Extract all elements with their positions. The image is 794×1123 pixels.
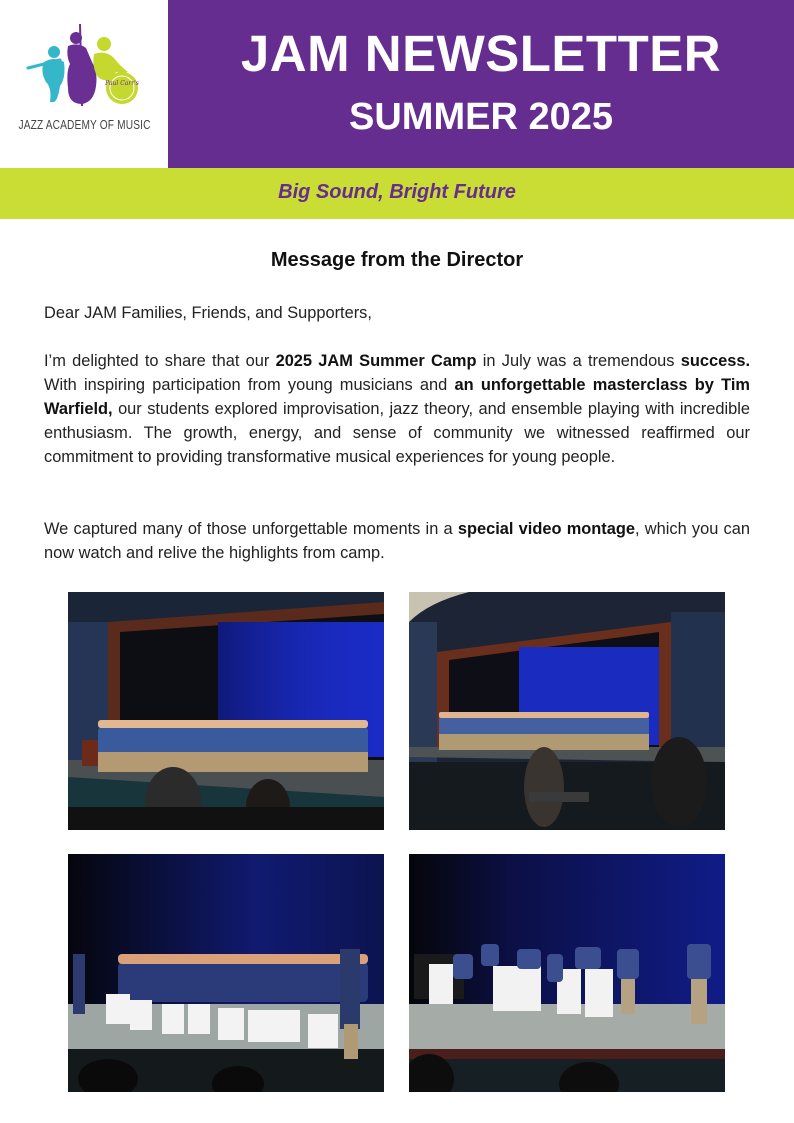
- tagline: Big Sound, Bright Future: [278, 181, 516, 203]
- photo-big-band-performance: [68, 854, 384, 1092]
- bold-text: an unforgettable masterclass by Tim Warfield,: [44, 376, 750, 418]
- newsletter-header: [0, 0, 794, 168]
- paragraph-2: [44, 517, 750, 565]
- text-run: With inspiring participation from young musicians and: [44, 376, 455, 394]
- text-run: I’m delighted to share that our: [44, 352, 276, 370]
- section-title: Message from the Director: [270, 249, 524, 271]
- bold-text: 2025 JAM Summer Camp: [275, 352, 477, 370]
- bold-text: success.: [680, 352, 751, 370]
- text-run: in July was a tremendous: [476, 352, 681, 370]
- text-run: , which you can now watch and relive the highlights from camp.: [44, 520, 750, 562]
- tagline-band: [0, 168, 794, 219]
- newsletter-subtitle: SUMMER 2025: [349, 96, 613, 138]
- org-name: JAZZ ACADEMY OF MUSIC: [18, 117, 151, 132]
- photo-combo-performance: [409, 854, 725, 1092]
- greeting: Dear JAM Families, Friends, and Supporters,: [44, 304, 372, 322]
- svg-text:Paul Carr's: Paul Carr's: [105, 80, 139, 87]
- photo-wide-stage-view: [409, 592, 725, 830]
- title-banner: [168, 0, 794, 168]
- newsletter-title: JAM NEWSLETTER: [240, 25, 722, 82]
- text-run: our students explored improvisation, jazz theory, and ensemble playing with incredible enthusiasm. The growth, energy, and sense of community we witnessed reaffirmed our commitment to providing transformative musical experiences for young people.: [44, 400, 750, 466]
- text-run: We captured many of those unforgettable moments in a: [44, 520, 458, 538]
- logo: [0, 0, 168, 168]
- paragraph-1: [44, 349, 750, 469]
- photo-students-on-stage: [68, 592, 384, 830]
- bold-text: special video montage: [457, 520, 636, 538]
- jazz-musicians-logo-icon: [20, 22, 150, 112]
